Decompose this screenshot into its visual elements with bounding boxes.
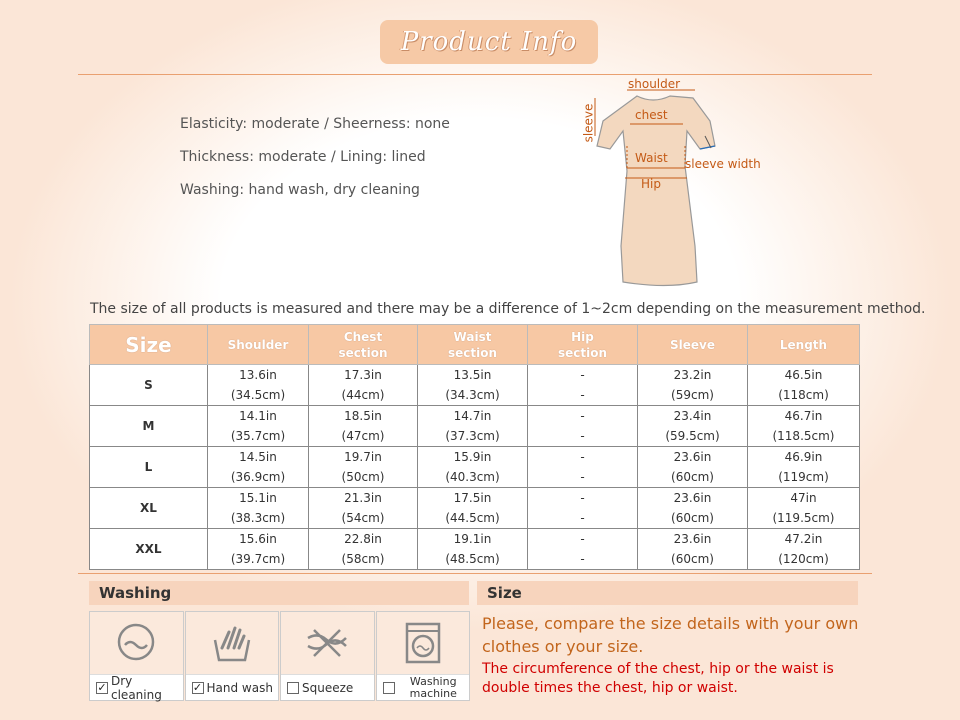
measurement-inches: 46.5in: [784, 368, 823, 382]
measurement-cell: [418, 488, 528, 529]
measurement-cell: [309, 406, 418, 447]
spec-washing: Washing: hand wash, dry cleaning: [180, 182, 420, 198]
measurement-cm: (36.9cm): [230, 470, 286, 484]
measurement-cm: (44.5cm): [445, 511, 500, 525]
measurement-cell: [748, 488, 860, 529]
measurement-inches: 23.2in: [673, 368, 712, 382]
middle-divider: [78, 573, 872, 574]
measurement-cell: [748, 365, 860, 406]
measurement-inches: 14.7in: [453, 409, 492, 423]
measurement-cm: (34.3cm): [445, 388, 500, 402]
header-waist: Waist section: [418, 325, 528, 365]
measurement-inches: 15.6in: [239, 532, 277, 546]
measurement-inches: 23.6in: [673, 491, 712, 505]
dry-cleaning-label: Dry cleaning: [111, 673, 162, 702]
measurement-cm: (54cm): [341, 511, 385, 525]
measurement-cm: (120cm): [778, 552, 829, 566]
measurement-cell: [208, 488, 309, 529]
measurement-cm: (119.5cm): [772, 511, 835, 525]
measurement-cm: (37.3cm): [445, 429, 500, 443]
measurement-cm: (60cm): [671, 511, 714, 525]
table-row: [90, 365, 860, 406]
measurement-cm: (60cm): [671, 552, 714, 566]
hand-wash-label: Hand wash: [206, 680, 273, 695]
size-section-title: Size: [477, 581, 858, 605]
top-divider: [78, 74, 872, 75]
measurement-inches: 23.6in: [673, 532, 712, 546]
measurement-cell: [208, 447, 309, 488]
table-row: [90, 406, 860, 447]
header-length: Length: [748, 325, 860, 365]
dry-cleaning-checkbox[interactable]: ✓: [97, 680, 107, 694]
measurement-cm: (58cm): [341, 552, 385, 566]
measurement-cm: -: [580, 388, 585, 402]
size-cell: M: [90, 406, 208, 447]
page-title: Product Info: [400, 27, 578, 57]
measurement-cm: (38.3cm): [230, 511, 286, 525]
header-hip: Hip section: [528, 325, 638, 365]
washing-option-hand-wash: [185, 611, 280, 701]
measurement-cm: (59cm): [671, 388, 714, 402]
measurement-cm: (50cm): [341, 470, 385, 484]
washing-option-dry-cleaning: [89, 611, 184, 701]
measurement-inches: 23.6in: [673, 450, 712, 464]
measurement-cell: [418, 406, 528, 447]
spec-elasticity: Elasticity: moderate / Sheerness: none: [180, 116, 450, 132]
size-cell: XL: [90, 488, 208, 529]
measurement-cm: (47cm): [341, 429, 385, 443]
measurement-cell: [638, 488, 748, 529]
dress-diagram: [575, 76, 775, 291]
measurement-note: The size of all products is measured and there may be a difference of 1~2cm depending on the measurement method.: [90, 301, 926, 317]
measurement-cell: [309, 447, 418, 488]
measurement-inches: 17.3in: [344, 368, 382, 382]
washing-machine-label: Washing machine: [409, 674, 457, 700]
size-cell: XXL: [90, 529, 208, 570]
measurement-inches: 19.1in: [453, 532, 492, 546]
title-banner: [380, 20, 598, 64]
measurement-cm: (118.5cm): [772, 429, 835, 443]
measurement-cell: [208, 365, 309, 406]
measurement-inches: 46.7in: [784, 409, 823, 423]
table-row: [90, 529, 860, 570]
label-shoulder: shoulder: [628, 77, 681, 91]
measurement-cm: -: [580, 470, 585, 484]
measurement-cell: [748, 447, 860, 488]
measurement-cm: (59.5cm): [665, 429, 720, 443]
measurement-inches: -: [580, 450, 585, 464]
header-size: Size: [90, 325, 208, 365]
measurement-cell: [309, 488, 418, 529]
measurement-cell: [638, 406, 748, 447]
table-row: [90, 447, 860, 488]
measurement-inches: 22.8in: [344, 532, 382, 546]
washing-section-title: Washing: [89, 581, 469, 605]
dry-cleaning-icon: [111, 618, 161, 666]
measurement-cm: (48.5cm): [445, 552, 500, 566]
squeeze-checkbox[interactable]: [287, 682, 299, 694]
squeeze-label: Squeeze: [302, 680, 354, 695]
measurement-cm: (35.7cm): [230, 429, 286, 443]
hand-wash-checkbox[interactable]: ✓: [192, 680, 203, 694]
measurement-cm: -: [580, 511, 585, 525]
measurement-cell: [309, 365, 418, 406]
measurement-inches: 15.1in: [239, 491, 277, 505]
dress-illustration: [575, 76, 775, 291]
measurement-cm: (34.5cm): [230, 388, 286, 402]
size-cell: S: [90, 365, 208, 406]
measurement-inches: 46.9in: [784, 450, 823, 464]
measurement-inches: -: [580, 532, 585, 546]
label-sleeve: sleeve: [581, 103, 596, 143]
measurement-cm: (118cm): [778, 388, 829, 402]
label-chest: chest: [635, 108, 668, 122]
size-table: [89, 324, 860, 570]
measurement-cell: [528, 447, 638, 488]
measurement-cm: (119cm): [778, 470, 829, 484]
measurement-inches: 47.2in: [784, 532, 823, 546]
measurement-cell: [418, 447, 528, 488]
size-cell: L: [90, 447, 208, 488]
measurement-inches: 19.7in: [344, 450, 382, 464]
measurement-cell: [418, 529, 528, 570]
squeeze-icon: [302, 618, 352, 666]
measurement-cell: [528, 529, 638, 570]
measurement-cell: [208, 406, 309, 447]
size-circumference-note: The circumference of the chest, hip or the waist is double times the chest, hip or waist.: [482, 661, 834, 696]
header-shoulder: Shoulder: [208, 325, 309, 365]
measurement-inches: 14.1in: [239, 409, 277, 423]
measurement-cm: (44cm): [341, 388, 385, 402]
measurement-inches: -: [580, 409, 585, 423]
measurement-inches: 21.3in: [344, 491, 382, 505]
measurement-cell: [638, 447, 748, 488]
measurement-cm: (40.3cm): [445, 470, 500, 484]
measurement-inches: 17.5in: [453, 491, 492, 505]
measurement-cell: [748, 529, 860, 570]
measurement-cell: [528, 406, 638, 447]
washing-option-washing-machine: [376, 611, 471, 701]
measurement-cell: [528, 488, 638, 529]
measurement-cm: (39.7cm): [230, 552, 286, 566]
header-sleeve: Sleeve: [638, 325, 748, 365]
measurement-inches: -: [580, 491, 585, 505]
size-table-header: [90, 325, 860, 365]
label-waist: Waist: [635, 151, 668, 165]
measurement-cm: (60cm): [671, 470, 714, 484]
measurement-inches: 18.5in: [344, 409, 382, 423]
table-row: [90, 488, 860, 529]
measurement-cell: [748, 406, 860, 447]
measurement-cell: [638, 365, 748, 406]
washing-options: [89, 611, 470, 701]
measurement-inches: 13.5in: [453, 368, 492, 382]
label-sleeve-width: sleeve width: [685, 157, 761, 171]
size-advice: Please, compare the size details with your own clothes or your size.: [482, 614, 859, 656]
washing-machine-checkbox[interactable]: [383, 682, 395, 694]
washing-machine-icon: [398, 618, 448, 666]
measurement-cell: [418, 365, 528, 406]
measurement-cell: [208, 529, 309, 570]
measurement-cell: [638, 529, 748, 570]
header-chest: Chest section: [309, 325, 418, 365]
hand-wash-icon: [207, 618, 257, 666]
spec-thickness: Thickness: moderate / Lining: lined: [180, 149, 426, 165]
measurement-cm: -: [580, 552, 585, 566]
measurement-inches: -: [580, 368, 585, 382]
measurement-inches: 13.6in: [239, 368, 277, 382]
measurement-inches: 15.9in: [453, 450, 492, 464]
measurement-cell: [528, 365, 638, 406]
measurement-cell: [309, 529, 418, 570]
washing-option-squeeze: [280, 611, 375, 701]
measurement-inches: 23.4in: [673, 409, 712, 423]
measurement-inches: 14.5in: [239, 450, 277, 464]
label-hip: Hip: [641, 177, 661, 191]
measurement-cm: -: [580, 429, 585, 443]
measurement-inches: 47in: [790, 491, 817, 505]
